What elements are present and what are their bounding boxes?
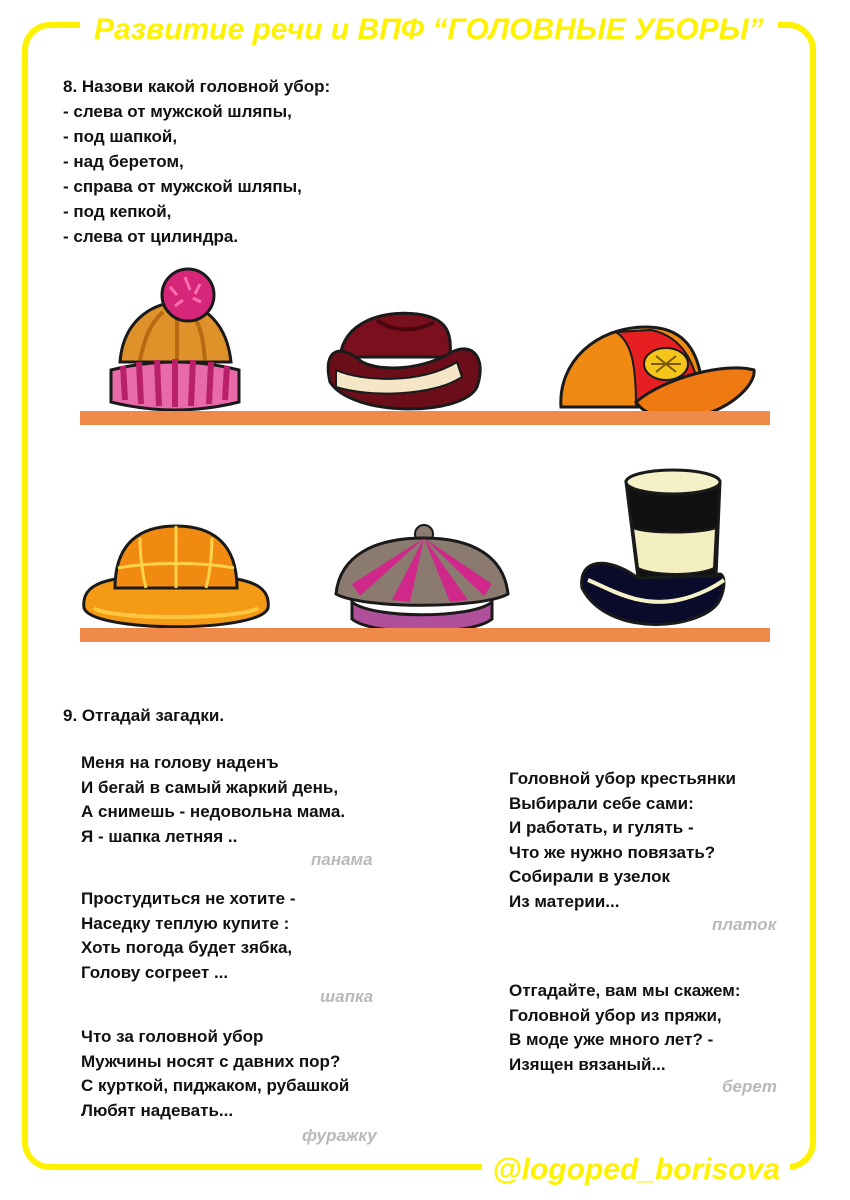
task-8-item: - слева от мужской шляпы, bbox=[63, 102, 292, 121]
riddle-1 bbox=[81, 751, 345, 849]
riddle-4 bbox=[509, 767, 736, 914]
riddle-line: Меня на голову наденъ bbox=[81, 753, 279, 772]
cap-icon bbox=[556, 322, 758, 420]
riddle-line: С курткой, пиджаком, рубашкой bbox=[81, 1076, 350, 1095]
riddle-line: А снимешь - недовольна мама. bbox=[81, 802, 346, 821]
beret-icon bbox=[332, 524, 510, 636]
task-8-heading: 8. Назови какой головной убор: bbox=[63, 77, 331, 96]
riddle-line: Выбирали себе сами: bbox=[509, 793, 694, 813]
riddle-3 bbox=[81, 1025, 349, 1123]
riddle-line: Мужчины носят с давних пор? bbox=[81, 1051, 341, 1071]
page-title: Развитие речи и ВПФ “ГОЛОВНЫЕ УБОРЫ” bbox=[80, 10, 778, 50]
footer-handle: @logoped_borisova bbox=[482, 1150, 790, 1190]
riddle-1-answer: панама bbox=[311, 850, 373, 869]
bottom-shelf bbox=[80, 628, 770, 642]
knit-hat-icon bbox=[105, 262, 245, 418]
riddle-line: Отгадайте, вам мы скажем: bbox=[509, 981, 741, 1000]
fedora-hat-icon bbox=[322, 302, 487, 420]
riddle-line: Головной убор из пряжи, bbox=[509, 1005, 722, 1025]
task-8-item: - под шапкой, bbox=[63, 127, 178, 146]
task-8-item: - слева от цилиндра. bbox=[63, 227, 239, 246]
riddle-line: Из материи... bbox=[509, 891, 620, 911]
riddle-5-answer: берет bbox=[722, 1077, 777, 1096]
riddle-line: Наседку теплую купите : bbox=[81, 913, 290, 933]
riddle-2-answer: шапка bbox=[320, 987, 374, 1006]
riddle-line: Я - шапка летняя .. bbox=[81, 826, 238, 846]
riddle-line: В моде уже много лет? - bbox=[509, 1030, 714, 1049]
riddle-line: Изящен вязаный... bbox=[509, 1054, 666, 1074]
task-8 bbox=[63, 74, 330, 249]
riddle-3-answer: фуражку bbox=[302, 1126, 377, 1145]
riddle-5 bbox=[509, 979, 741, 1077]
riddle-line: Собирали в узелок bbox=[509, 867, 670, 886]
riddle-4-answer: платок bbox=[712, 915, 777, 934]
riddle-line: Что за головной убор bbox=[81, 1027, 264, 1046]
top-shelf bbox=[80, 411, 770, 425]
task-8-item: - справа от мужской шляпы, bbox=[63, 177, 302, 196]
riddle-line: И бегай в самый жаркий день, bbox=[81, 777, 339, 797]
riddle-line: Любят надевать... bbox=[81, 1100, 234, 1120]
task-8-item: - над беретом, bbox=[63, 152, 184, 171]
riddle-line: И работать, и гулять - bbox=[509, 818, 694, 837]
riddle-line: Простудиться не хотите - bbox=[81, 889, 296, 908]
top-hat-icon bbox=[578, 468, 728, 636]
riddle-line: Хоть погода будет зябка, bbox=[81, 938, 293, 957]
riddle-2 bbox=[81, 887, 296, 985]
task-9-heading: 9. Отгадай загадки. bbox=[63, 706, 225, 725]
riddle-line: Что же нужно повязать? bbox=[509, 842, 716, 862]
riddle-line: Голову согреет ... bbox=[81, 962, 229, 982]
task-8-item: - под кепкой, bbox=[63, 202, 172, 221]
panama-hat-icon bbox=[80, 518, 272, 636]
riddle-line: Головной убор крестьянки bbox=[509, 769, 736, 788]
